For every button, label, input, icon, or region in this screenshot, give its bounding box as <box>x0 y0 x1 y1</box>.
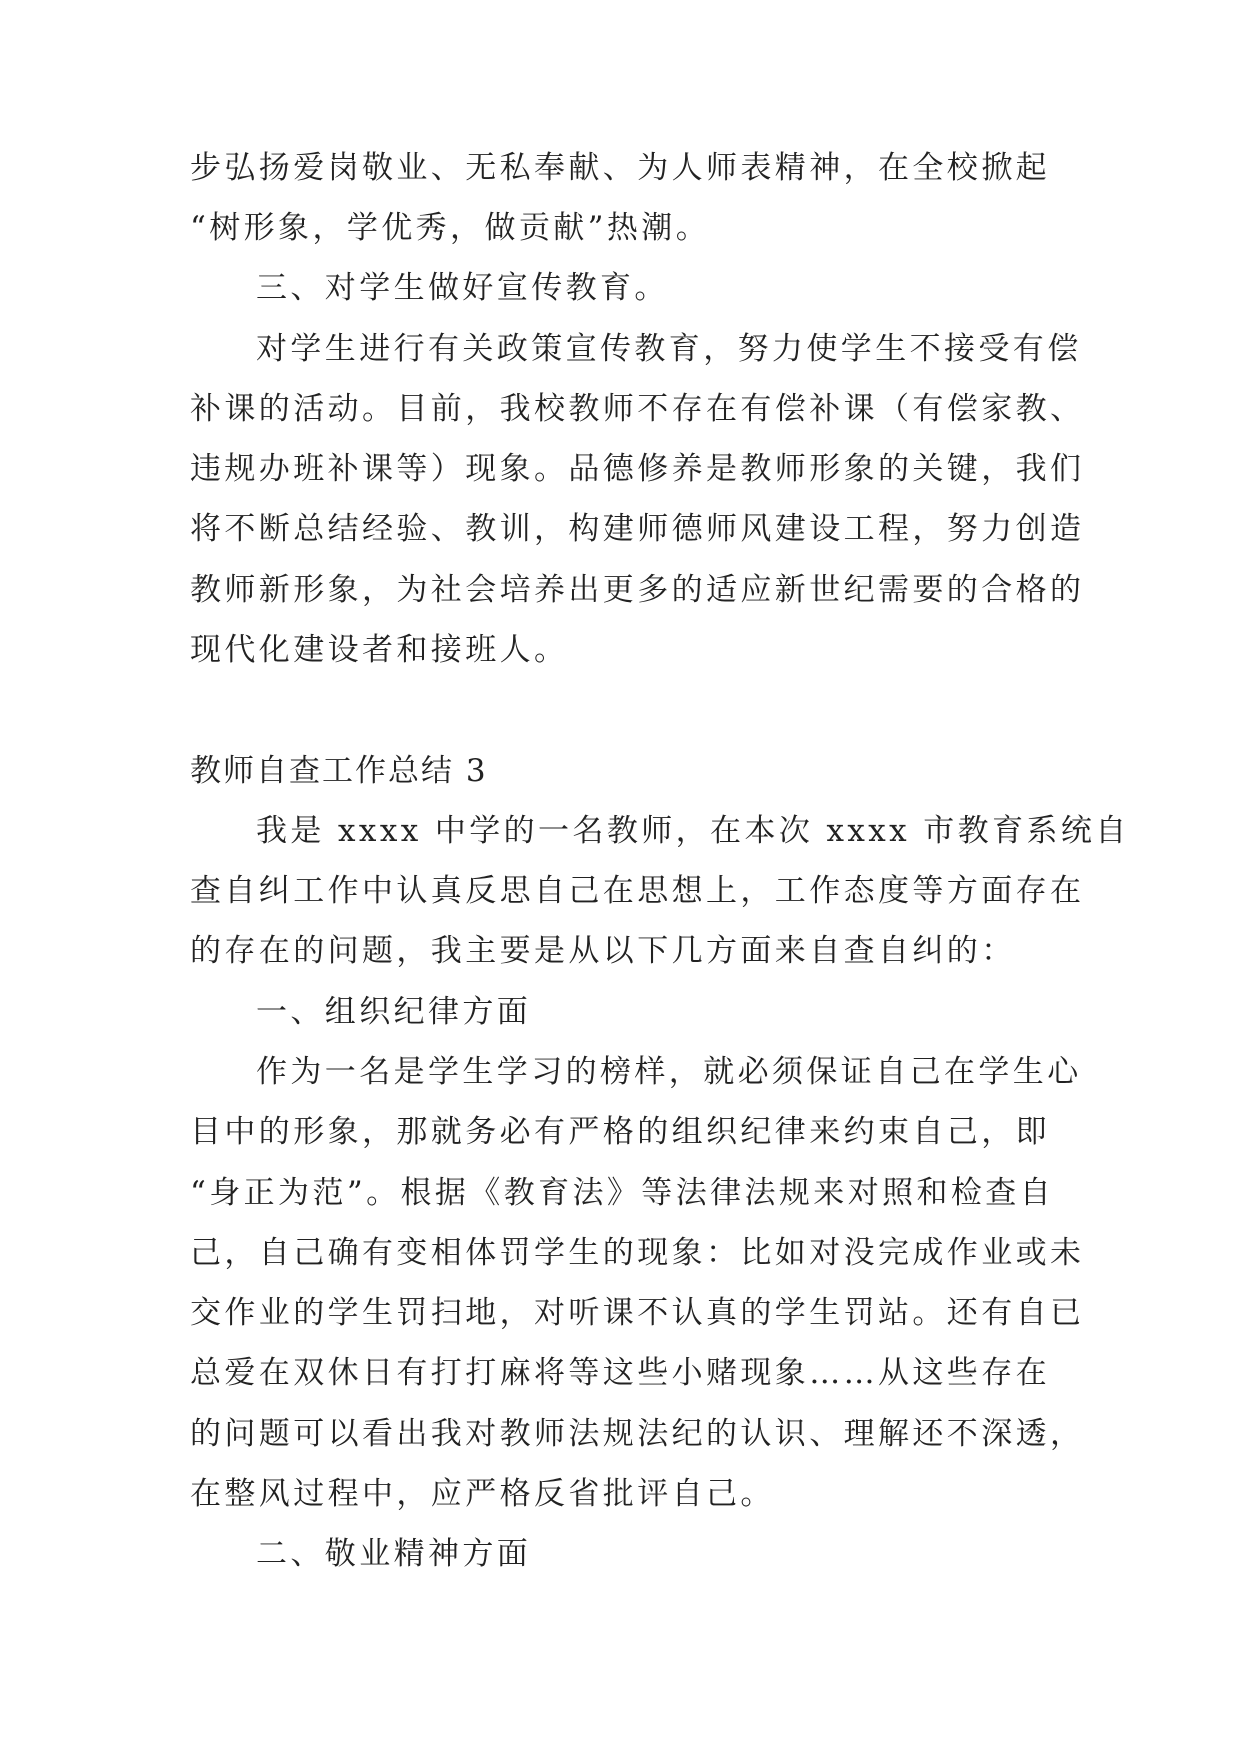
body-text-line: 教师新形象，为社会培养出更多的适应新世纪需要的合格的 <box>190 572 1085 608</box>
body-text-line: 对学生进行有关政策宣传教育，努力使学生不接受有偿 <box>256 331 1082 367</box>
body-text-line: 在整风过程中，应严格反省批评自己。 <box>190 1476 775 1512</box>
body-text-line: 目中的形象，那就务必有严格的组织纪律来约束自己，即 <box>190 1114 1050 1150</box>
body-text-line: 查自纠工作中认真反思自己在思想上，工作态度等方面存在 <box>190 873 1085 909</box>
section-heading: 三、对学生做好宣传教育。 <box>256 270 669 306</box>
section-heading: 二、敬业精神方面 <box>256 1536 532 1572</box>
body-text-line: 现代化建设者和接班人。 <box>190 632 569 668</box>
body-text-line: 交作业的学生罚扫地，对听课不认真的学生罚站。还有自已 <box>190 1295 1085 1331</box>
body-text-line: 总爱在双休日有打打麻将等这些小赌现象……从这些存在 <box>190 1355 1050 1391</box>
body-text-line: 违规办班补课等）现象。品德修养是教师形象的关键，我们 <box>190 451 1085 487</box>
document-title: 教师自查工作总结 3 <box>190 753 488 789</box>
body-text-line: 补课的活动。目前，我校教师不存在有偿补课（有偿家教、 <box>190 391 1085 427</box>
section-heading: 一、组织纪律方面 <box>256 994 532 1030</box>
body-text-line: “树形象，学优秀，做贡献”热潮。 <box>190 210 711 246</box>
body-text-line: 我是 xxxx 中学的一名教师，在本次 xxxx 市教育系统自 <box>256 813 1130 849</box>
body-text-line: 己，自己确有变相体罚学生的现象：比如对没完成作业或未 <box>190 1235 1085 1271</box>
body-text-line: 的存在的问题，我主要是从以下几方面来自查自纠的： <box>190 933 1016 969</box>
body-text-line: 步弘扬爱岗敬业、无私奉献、为人师表精神，在全校掀起 <box>190 150 1050 186</box>
body-text-line: “身正为范”。根据《教育法》等法律法规来对照和检查自 <box>190 1175 1055 1211</box>
body-text-line: 的问题可以看出我对教师法规法纪的认识、理解还不深透， <box>190 1416 1085 1452</box>
body-text-line: 将不断总结经验、教训，构建师德师风建设工程，努力创造 <box>190 511 1085 547</box>
body-text-line: 作为一名是学生学习的榜样，就必须保证自己在学生心 <box>256 1054 1082 1090</box>
